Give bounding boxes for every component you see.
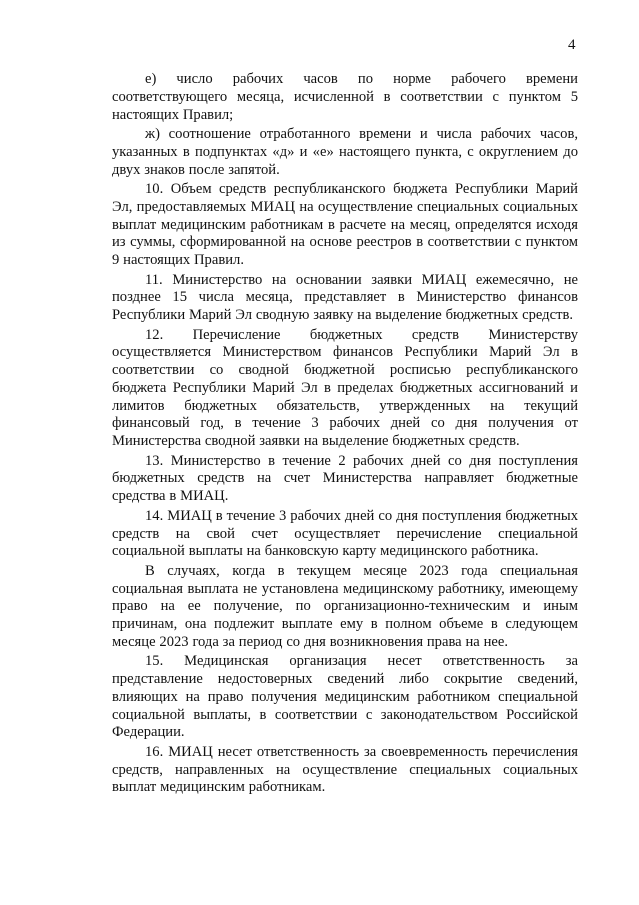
paragraph-clause-15: 15. Медицинская организация несет ответственность за представление недостоверных сведений либо сокрытие сведений, влияющих на право получения медицинским работником специальной социальной выплаты, в соответствии с законодательством Российской Федерации. [112,653,578,741]
page-number: 4 [568,37,576,53]
paragraph-item-zh: ж) соотношение отработанного времени и числа рабочих часов, указанных в подпунктах «д» и «е» настоящего пункта, с округлением до двух знаков после запятой. [112,126,578,178]
paragraph-clause-13: 13. Министерство в течение 2 рабочих дней со дня поступления бюджетных средств на счет Министерства направляет бюджетные средства в МИАЦ. [112,452,578,505]
paragraph-clause-10: 10. Объем средств республиканского бюджета Республики Марий Эл, предоставляемых МИАЦ на осуществление специальных социальных выплат медицинским работникам в расчете на месяц, определятся исходя из суммы, сформированной на основе реестров в соответствии с пунктом 9 настоящих Правил. [112,181,578,269]
paragraph-clause-14: 14. МИАЦ в течение 3 рабочих дней со дня поступления бюджетных средств на свой счет осуществляет перечисление специальной социальной выплаты на банковскую карту медицинского работника. [112,507,578,560]
paragraph-clause-14-continuation: В случаях, когда в текущем месяце 2023 года специальная социальная выплата не установлена медицинскому работнику, имеющему право на ее получение, по организационно-техническим и иным причинам, она подлежит выплате ему в полном объеме в следующем месяце 2023 года за период со дня возникновения права на нее. [112,562,578,650]
paragraph-clause-12: 12. Перечисление бюджетных средств Министерству осуществляется Министерством финансов Республики Марий Эл в соответствии со сводной бюджетной росписью республиканского бюджета Республики Марий Эл в пределах бюджетных ассигнований и лимитов бюджетных обязательств, утвержденных на текущий финансовый год, в течение 3 рабочих дней со дня получения от Министерства сводной заявки на выделение бюджетных средств. [112,326,578,450]
paragraph-item-e: е) число рабочих часов по норме рабочего времени соответствующего месяца, исчисленной в соответствии с пунктом 5 настоящих Правил; [112,71,578,123]
paragraph-clause-16: 16. МИАЦ несет ответственность за своевременность перечисления средств, направленных на осуществление специальных социальных выплат медицинским работникам. [112,743,578,796]
document-body [112,71,578,797]
paragraph-clause-11: 11. Министерство на основании заявки МИАЦ ежемесячно, не позднее 15 числа месяца, представляет в Министерство финансов Республики Марий Эл сводную заявку на выделение бюджетных средств. [112,271,578,324]
